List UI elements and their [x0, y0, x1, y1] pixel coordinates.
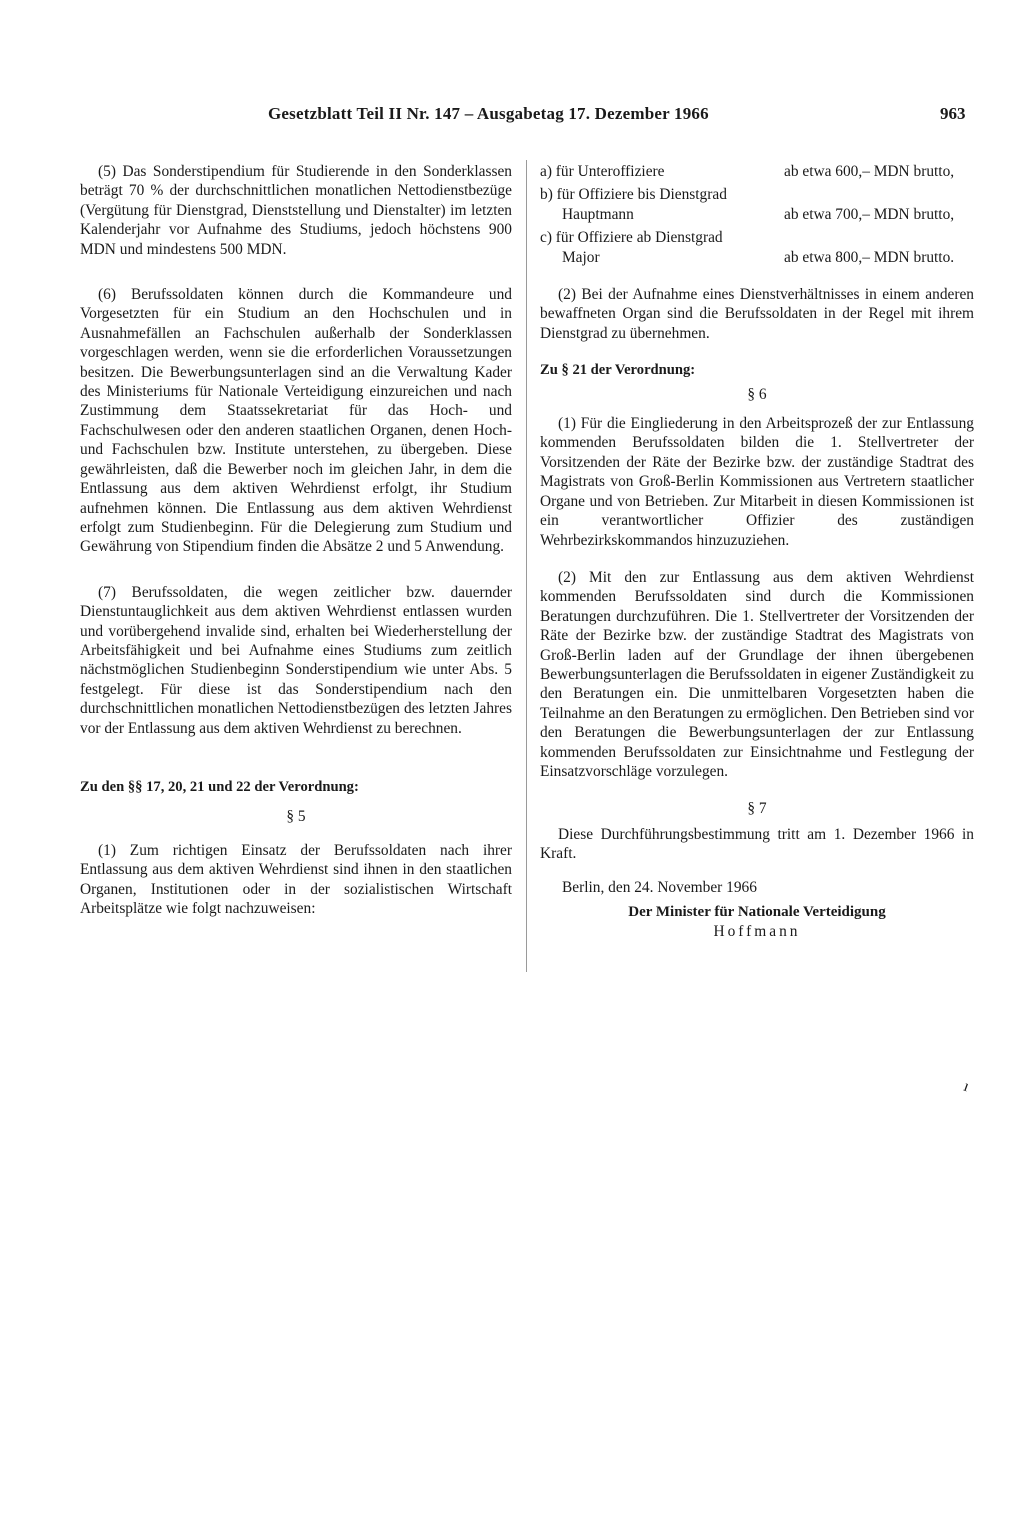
left-column — [80, 162, 512, 918]
pay-row — [540, 162, 974, 181]
pay-label: a) für Unteroffiziere — [540, 163, 665, 180]
pay-label-rank: Hauptmann — [562, 205, 634, 223]
pay-value: ab etwa 700,– MDN brutto, — [784, 205, 955, 223]
dateline: Berlin, den 24. November 1966 — [562, 878, 757, 896]
right-column — [540, 162, 974, 942]
paragraph-7: (7) Berufssoldaten, die wegen zeitlicher bzw. dauernder Dienstuntauglichkeit aus dem aktiven Wehrdienst entlassen wurden und vorübergehend invalide sind, erhalten bei Wiederherstellung der Arbeitsfähigkeit und bei Aufnahme eines Studiums zum zeitlich nächstmöglichen Studienbeginn Sonderstipendium wie unter Abs. 5 festgelegt. Für diese ist das Sonderstipendium nach den durchschnittlichen monatlichen Nettodienstbezügen des letzten Jahres vor der Entlassung aus dem aktiven Wehrdienst zu berechnen. — [80, 583, 512, 737]
section-heading-right: Zu § 21 der Verordnung: — [540, 362, 696, 379]
page-number: 963 — [940, 104, 966, 123]
pay-row — [540, 248, 974, 267]
section-6-paragraph-1: (1) Für die Eingliederung in den Arbeitsprozeß der zur Entlassung kommenden Berufssoldaten bilden die 1. Stellvertreter der Vorsitzenden der Räte der Bezirke bzw. der zuständige Stadtrat des Magistrats von Groß-Berlin Kommissionen aus Vertretern staatlicher Organe und von Betrieben. Zur Mitarbeit in diesen Kommissionen ist ein verantwortlicher Offizier des zuständigen Wehrbezirkskommandos hinzuzuziehen. — [540, 415, 974, 549]
pay-label-rank: Major — [562, 248, 600, 266]
pay-value: ab etwa 600,– MDN brutto, — [784, 163, 955, 180]
header-title: Gesetzblatt Teil II Nr. 147 – Ausgabetag 17. Dezember 1966 — [268, 104, 709, 123]
page-header — [0, 104, 1024, 134]
signer-name: Hoffmann — [713, 923, 801, 941]
section-heading-left: Zu den §§ 17, 20, 21 und 22 der Verordnung: — [80, 778, 359, 795]
scan-mark: ı — [961, 1077, 972, 1096]
section-5-paragraph-2: (2) Bei der Aufnahme eines Dienstverhältnisses in einem anderen bewaffneten Organ sind die Berufssoldaten in der Regel mit ihrem Dienstgrad zu übernehmen. — [540, 286, 974, 342]
pay-label: c) für Offiziere ab Dienstgrad — [540, 229, 723, 247]
column-divider — [526, 160, 527, 972]
section-7-symbol: § 7 — [747, 800, 767, 818]
section-5-symbol: § 5 — [286, 808, 306, 826]
section-6-paragraph-2: (2) Mit den zur Entlassung aus dem aktiven Wehrdienst kommenden Berufssoldaten sind durch die Kommissionen Beratungen durchzuführen. Die 1. Stellvertreter der Vorsitzenden der Räte der Bezirke bzw. der zuständige Stadtrat des Magistrats von Groß-Berlin laden auf der Grundlage der ihnen übergebenen Bewerbungsunterlagen die Berufssoldaten in eigener Zuständigkeit zu den Beratungen ein. Die unmittelbaren Vorgesetzten haben die Teilnahme an den Beratungen zu ermöglichen. Den Betrieben sind vor den Beratungen die Bewerbungsunterlagen der zur Entlassung kommenden Berufssoldaten zur Einsichtnahme und Festlegung der Einsatzvorschläge vorzulegen. — [540, 568, 974, 780]
pay-table — [540, 162, 974, 267]
section-6-symbol: § 6 — [747, 385, 767, 403]
paragraph-6: (6) Berufssoldaten können durch die Kommandeure und Vorgesetzten für ein Studium an den Hochschulen und in Ausnahmefällen an Fachschulen außerhalb der Sonderklassen vorgeschlagen werden, wenn sie die erforderlichen Voraussetzungen besitzen. Die Bewerbungsunterlagen sind an die Verwaltung Kader des Ministeriums für Nationale Verteidigung einzureichen und nach Zustimmung dem Staatssekretariat für das Hoch- und Fachschulwesen oder den anderen staatlichen Organen, denen Hoch- und Fachschulen bzw. Institute unterstehen, zu übergeben. Diese gewährleisten, daß die Bewerber noch im gleichen Jahr, in dem die Entlassung aus dem aktiven Wehrdienst erfolgt, ihr Studium aufnehmen können. Die Entlassung aus dem aktiven Wehrdienst erfolgt zum Studienbeginn. Für die Delegierung zum Studium und Gewährung von Stipendium finden die Absätze 2 und 5 Anwendung. — [80, 286, 512, 556]
pay-row — [540, 185, 974, 204]
signature-block — [540, 903, 974, 942]
section-5-paragraph-1: (1) Zum richtigen Einsatz der Berufssoldaten nach ihrer Entlassung aus dem aktiven Wehrdienst sind ihnen in den staatlichen Organen, Institutionen oder in der sozialistischen Wirtschaft Arbeitsplätze wie folgt nachzuweisen: — [80, 841, 512, 917]
signer-title: Der Minister für Nationale Verteidigung — [628, 904, 886, 920]
pay-row — [540, 228, 974, 247]
pay-value: ab etwa 800,– MDN brutto. — [784, 248, 955, 266]
pay-label: b) für Offiziere bis Dienstgrad — [540, 186, 727, 204]
paragraph-5: (5) Das Sonderstipendium für Studierende in den Sonderklassen beträgt 70 % der durchschnittlichen monatlichen Nettodienstbezüge (Vergütung für Dienstgrad, Dienststellung und Dienstalter) im letzten Kalenderjahr vor Aufnahme des Studiums, jedoch höchstens 900 MDN und mindestens 500 MDN. — [80, 163, 512, 258]
section-7-text: Diese Durchführungsbestimmung tritt am 1. Dezember 1966 in Kraft. — [540, 825, 974, 863]
pay-row — [540, 205, 974, 224]
